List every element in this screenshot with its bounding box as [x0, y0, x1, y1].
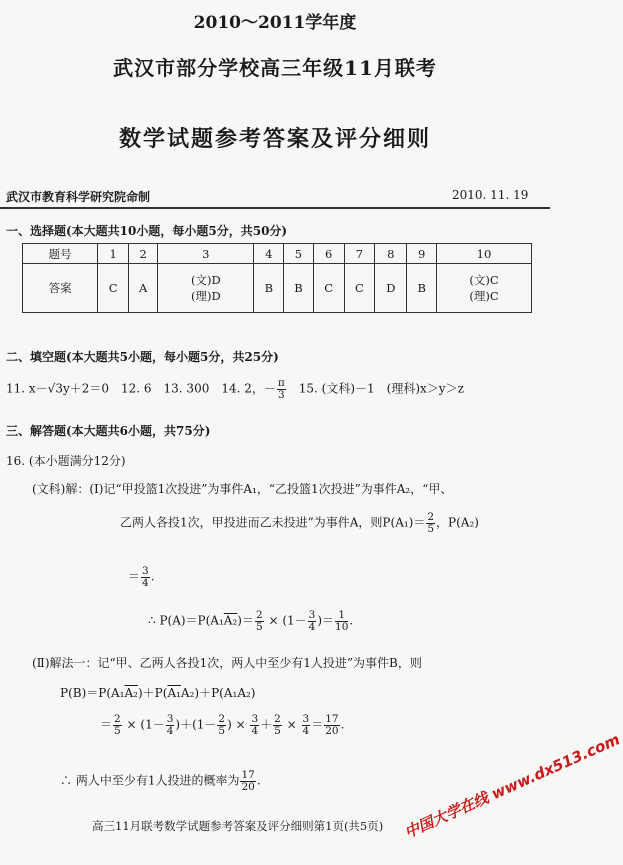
frac-num: 2	[114, 713, 121, 725]
table-cell	[158, 264, 254, 313]
text: ，P(A₂)	[436, 515, 479, 530]
text: ×	[282, 717, 301, 732]
author-line: 武汉市教育科学研究院命制	[6, 190, 151, 204]
text: ∴ 两人中至少有1人投进的概率为	[60, 773, 240, 788]
table-cell: 题号	[23, 244, 98, 264]
table-answer-row	[23, 264, 532, 313]
table-cell	[313, 264, 344, 313]
watermark: 中国大学在线 www.dx513.com	[401, 730, 623, 842]
q16-para1: (文科)解：(Ⅰ)记“甲投篮1次投进”为事件A₁，“乙投篮1次投进”为事件A₂，“甲、	[32, 482, 453, 496]
text: × (1－	[122, 717, 165, 732]
answer-value: (理)D	[190, 289, 221, 303]
page-title: 数学试题参考答案及评分细则	[118, 126, 431, 152]
fraction	[166, 714, 175, 736]
fraction	[255, 610, 264, 632]
answer-value: (文)C	[469, 273, 499, 287]
frac-num: 3	[166, 713, 174, 725]
text: A₂)＋P(A₁A₂)	[180, 686, 256, 700]
frac-den: 4	[308, 620, 316, 633]
table-cell: 1	[98, 244, 129, 264]
frac-den: 4	[251, 724, 259, 737]
answer-value: C	[108, 281, 118, 295]
answer-value: B	[294, 281, 303, 295]
complement-event: A₂	[223, 613, 238, 628]
frac-den: 5	[218, 724, 226, 737]
date-line: 2010. 11. 19	[452, 188, 529, 202]
section1-title: 一、选择题(本大题共10小题，每小题5分，共50分)	[6, 224, 288, 238]
table-cell: 10	[437, 244, 532, 264]
q16-para5: (Ⅱ)解法一：记“甲、乙两人各投1次，两人中至少有1人投进”为事件B，则	[32, 656, 422, 670]
q16-para3	[128, 566, 155, 588]
frac-den: 5	[427, 522, 435, 535]
complement-event: A₂	[124, 686, 138, 700]
text: .	[150, 569, 155, 584]
fraction	[335, 610, 348, 632]
school-year: 2010～2011学年度	[193, 13, 357, 33]
table-cell: 8	[375, 244, 407, 264]
frac-num: 2	[274, 713, 281, 725]
frac-den: 20	[325, 724, 339, 737]
frac-den: 3	[277, 388, 285, 401]
fill-blank-line-a: 11. x－√3y＋2＝0 12. 6 13. 300 14. 2，－	[6, 381, 276, 396]
section2-title: 二、填空题(本大题共5小题，每小题5分，共25分)	[6, 350, 279, 364]
fraction	[141, 566, 150, 588]
page-footer: 高三11月联考数学试题参考答案及评分细则第1页(共5页)	[92, 819, 384, 833]
table-cell: 5	[284, 244, 314, 264]
fraction	[302, 714, 311, 736]
frac-den: 5	[255, 620, 263, 633]
text: )＝	[237, 613, 254, 628]
fraction	[324, 714, 339, 736]
table-cell	[129, 264, 158, 313]
frac-num: 1	[335, 610, 348, 622]
frac-num: 17	[325, 713, 339, 725]
frac-den: 10	[335, 620, 349, 633]
answer-value: (理)C	[469, 289, 499, 303]
text: )＝	[317, 613, 335, 628]
answer-value: D	[386, 281, 396, 295]
text: )＋(1－	[175, 717, 217, 732]
q16-para8	[60, 770, 261, 792]
pi-over-3	[277, 378, 286, 400]
complement-event: A₁	[167, 686, 181, 700]
header-rule	[0, 207, 550, 209]
answer-value: A	[138, 281, 148, 295]
table-cell: 3	[158, 244, 254, 264]
frac-num: 2	[218, 713, 226, 725]
fraction	[250, 714, 259, 736]
table-cell: 7	[344, 244, 375, 264]
fill-blank-answers	[6, 378, 464, 400]
frac-den: 4	[302, 724, 310, 737]
frac-num: 2	[255, 609, 263, 621]
table-cell: 答案	[23, 264, 98, 313]
frac-den: 20	[241, 780, 255, 793]
fraction	[240, 770, 255, 792]
answer-value: B	[264, 281, 274, 295]
q16-title: 16. (本小题满分12分)	[6, 454, 126, 468]
text: 乙两人各投1次，甲投进而乙未投进”为事件A，则P(A₁)＝	[120, 515, 426, 530]
answer-value: C	[324, 281, 334, 295]
fraction	[426, 512, 435, 534]
table-cell: 9	[407, 244, 437, 264]
table-cell	[344, 264, 375, 313]
text: .	[340, 717, 345, 732]
fraction	[113, 714, 122, 736]
text: )＋P(	[137, 686, 168, 700]
text: .	[349, 613, 354, 628]
frac-num: 3	[308, 609, 316, 621]
q16-para7	[100, 714, 344, 736]
answer-value: B	[417, 281, 426, 295]
table-cell	[284, 264, 314, 313]
table-cell	[98, 264, 129, 313]
table-cell: 2	[129, 244, 158, 264]
fill-blank-line-b: 15. (文科)－1 (理科)x＞y＞z	[286, 381, 464, 396]
table-cell	[254, 264, 284, 313]
text: ＝	[311, 717, 324, 732]
frac-den: 5	[114, 724, 121, 737]
frac-num: π	[277, 377, 285, 389]
frac-den: 5	[274, 724, 281, 737]
answer-value: (文)D	[190, 273, 221, 287]
fraction	[217, 714, 226, 736]
text: P(B)＝P(A₁	[60, 686, 125, 700]
text: ＋	[260, 717, 273, 732]
answer-value: C	[354, 281, 364, 295]
answer-table	[22, 243, 532, 313]
frac-num: 3	[251, 713, 259, 725]
exam-name: 武汉市部分学校高三年级11月联考	[113, 56, 437, 80]
frac-num: 3	[142, 565, 149, 577]
frac-den: 4	[142, 576, 149, 589]
text: ＝	[128, 569, 141, 584]
q16-para2	[120, 512, 479, 534]
fraction	[308, 610, 317, 632]
frac-den: 4	[166, 724, 174, 737]
table-header-row	[23, 244, 532, 264]
text: ∴ P(A)＝P(A₁	[148, 613, 224, 628]
frac-num: 17	[241, 769, 255, 781]
section3-title: 三、解答题(本大题共6小题，共75分)	[6, 424, 211, 438]
fraction	[273, 714, 282, 736]
table-cell	[437, 264, 532, 313]
table-cell	[375, 264, 407, 313]
text: ) ×	[227, 717, 250, 732]
text: × (1－	[264, 613, 307, 628]
q16-para4	[148, 610, 353, 632]
q16-para6	[60, 684, 255, 701]
table-cell: 6	[313, 244, 344, 264]
frac-num: 2	[427, 511, 435, 523]
table-cell: 4	[254, 244, 284, 264]
text: .	[256, 773, 261, 788]
text: ＝	[100, 717, 113, 732]
frac-num: 3	[302, 713, 310, 725]
table-cell	[407, 264, 437, 313]
